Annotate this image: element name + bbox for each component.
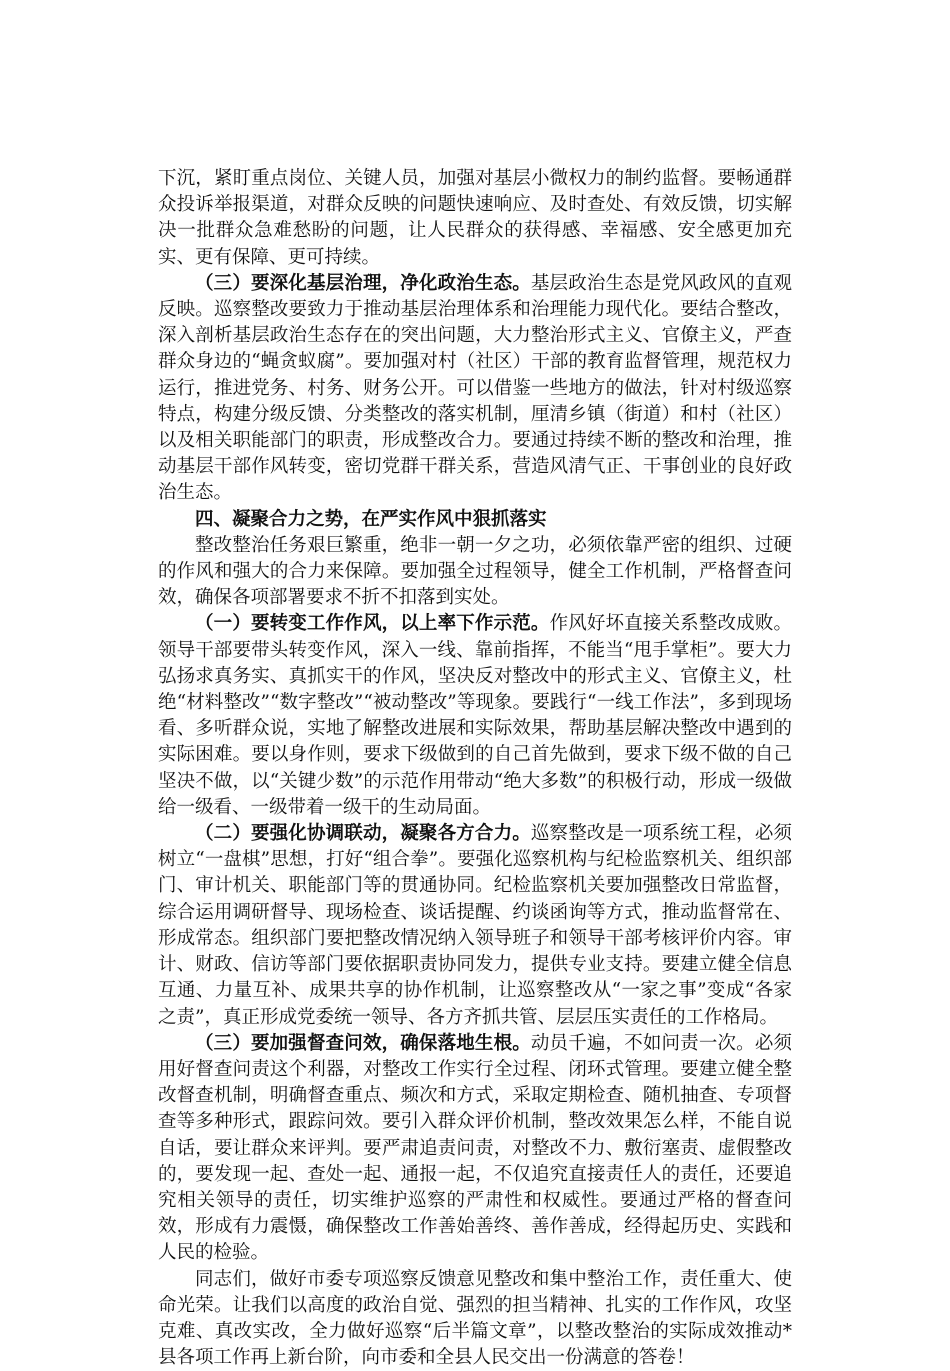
paragraph-continuation: 下沉，紧盯重点岗位、关键人员，加强对基层小微权力的制约监督。要畅通群众投诉举报渠道，对群众反映的问题快速响应、及时查处、有效反馈，切实解决一批群众急难愁盼的问题，让人民群众的获得感、幸福感、安全感更加充实、更有保障、更可持续。 (158, 168, 792, 268)
document-page (158, 166, 792, 1371)
paragraph-governance (158, 271, 792, 507)
subheading-coordination: （二）要强化协调联动，凝聚各方合力。 (195, 823, 531, 845)
paragraph-coordination (158, 821, 792, 1031)
subheading-governance: （三）要深化基层治理，净化政治生态。 (195, 272, 531, 294)
paragraph-section-4-intro: 整改整治任务艰巨繁重，绝非一朝一夕之功，必须依靠严密的组织、过硬的作风和强大的合力来保障。要加强全过程领导，健全工作机制，严格督查问效，确保各项部署要求不折不扣落到实处。 (158, 534, 792, 609)
section-heading-4: 四、凝聚合力之势，在严实作风中狠抓落实 (195, 508, 547, 530)
paragraph-governance-body: 基层政治生态是党风政风的直观反映。巡察整改要致力于推动基层治理体系和治理能力现代化。要结合整改，深入剖析基层政治生态存在的突出问题，大力整治形式主义、官僚主义，严查群众身边的“蝇贪蚁腐”。要加强对村（社区）干部的教育监督管理，规范权力运行，推进党务、村务、财务公开。可以借鉴一些地方的做法，针对村级巡察特点，构建分级反馈、分类整改的落实机制，厘清乡镇（街道）和村（社区）以及相关职能部门的职责，形成整改合力。要通过持续不断的整改和治理，推动基层干部作风转变，密切党群干群关系，营造风清气正、干事创业的良好政治生态。 (158, 272, 792, 504)
paragraph-work-style (158, 611, 792, 821)
paragraph-closing: 同志们，做好市委专项巡察反馈意见整改和集中整治工作，责任重大、使命光荣。让我们以高度的政治自觉、强烈的担当精神、扎实的工作作风，攻坚克难、真改实改，全力做好巡察“后半篇文章”，以整改整治的实际成效推动*县各项工作再上新台阶，向市委和全县人民交出一份满意的答卷！ (158, 1268, 792, 1369)
paragraph-work-style-body: 作风好坏直接关系整改成败。领导干部要带头转变作风，深入一线、靠前指挥，不能当“甩手掌柜”。要大力弘扬求真务实、真抓实干的作风，坚决反对整改中的形式主义、官僚主义，杜绝“材料整改”“数字整改”“被动整改”等现象。要践行“一线工作法”，多到现场看、多听群众说，实地了解整改进展和实际效果，帮助基层解决整改中遇到的实际困难。要以身作则，要求下级做到的自己首先做到，要求下级不做的自己坚决不做，以“关键少数”的示范作用带动“绝大多数”的积极行动，形成一级做给一级看、一级带着一级干的生动局面。 (158, 613, 792, 818)
paragraph-supervision-body: 动员千遍，不如问责一次。必须用好督查问责这个利器，对整改工作实行全过程、闭环式管理。要建立健全整改督查机制，明确督查重点、频次和方式，采取定期检查、随机抽查、专项督查等多种形式，跟踪问效。要引入群众评价机制，整改效果怎么样，不能自说自话，要让群众来评判。要严肃追责问责，对整改不力、敷衍塞责、虚假整改的，要发现一起、查处一起、通报一起，不仅追究直接责任人的责任，还要追究相关领导的责任，切实维护巡察的严肃性和权威性。要通过严格的督查问效，形成有力震慑，确保整改工作善始善终、善作善成，经得起历史、实践和人民的检验。 (158, 1032, 792, 1264)
paragraph-coordination-body: 巡察整改是一项系统工程，必须树立“一盘棋”思想，打好“组合拳”。要强化巡察机构与纪检监察机关、组织部门、审计机关、职能部门等的贯通协同。纪检监察机关要加强整改日常监督，综合运用调研督导、现场检查、谈话提醒、约谈函询等方式，推动监督常在、形成常态。组织部门要把整改情况纳入领导班子和领导干部考核评价内容。审计、财政、信访等部门要依据职责协同发力，提供专业支持。要建立健全信息互通、力量互补、成果共享的协作机制，让巡察整改从“一家之事”变成“各家之责”，真正形成党委统一领导、各方齐抓共管、层层压实责任的工作格局。 (158, 823, 792, 1028)
subheading-supervision: （三）要加强督查问效，确保落地生根。 (195, 1032, 531, 1054)
subheading-work-style: （一）要转变工作作风，以上率下作示范。 (195, 613, 550, 635)
paragraph-supervision (158, 1031, 792, 1267)
